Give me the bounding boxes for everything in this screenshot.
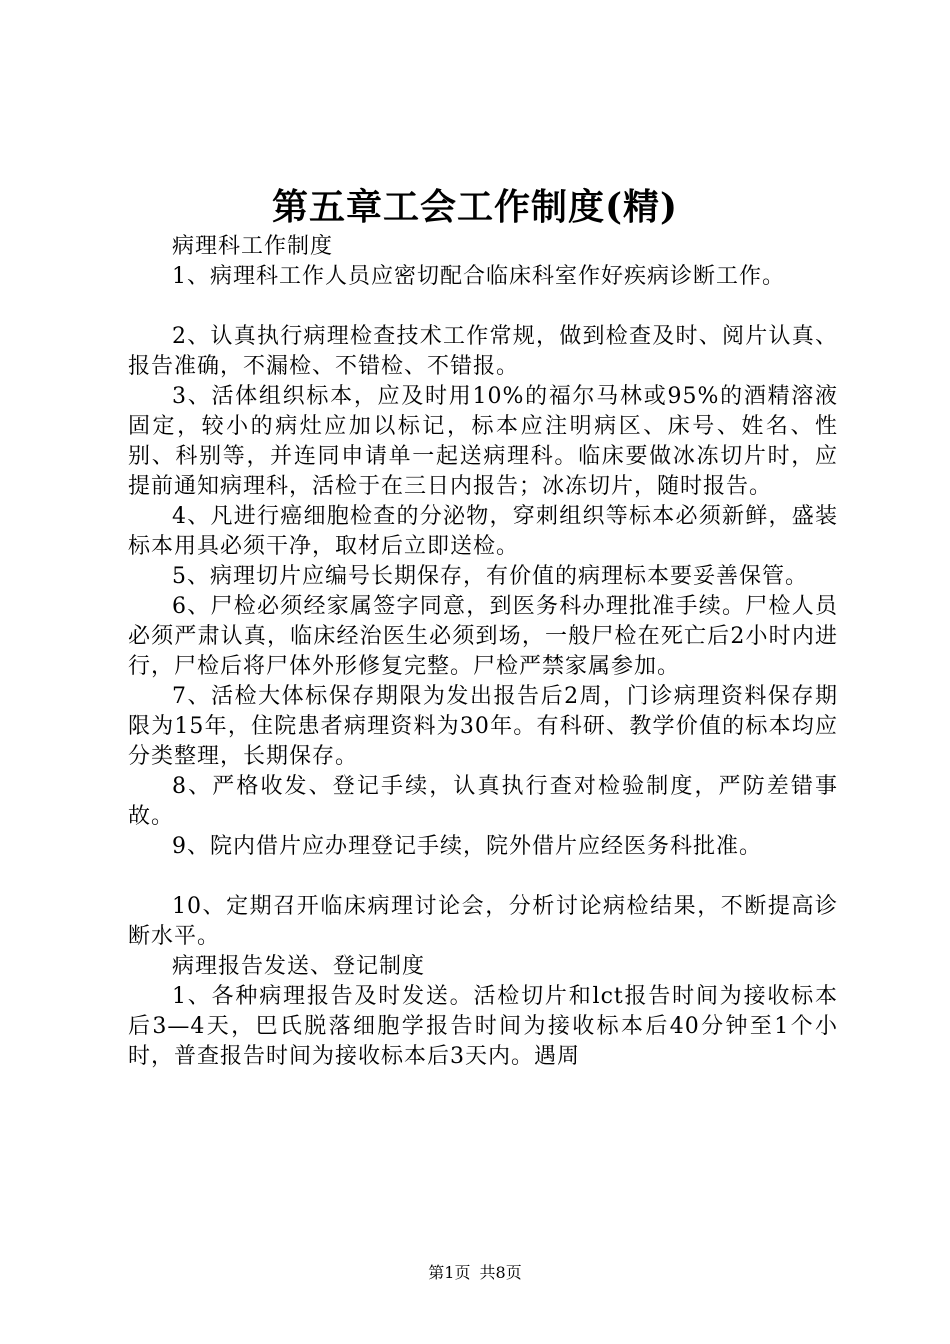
paragraph-item-1: 1、病理科工作人员应密切配合临床科室作好疾病诊断工作。 — [172, 264, 785, 289]
page-number: 第1页 — [428, 1263, 471, 1282]
paragraph-item-5: 5、病理切片应编号长期保存，有价值的病理标本要妥善保管。 — [172, 564, 808, 589]
paragraph-item-9: 9、院内借片应办理登记手续，院外借片应经医务科批准。 — [172, 834, 762, 859]
paragraph-item-8: 8、严格收发、登记手续，认真执行查对检验制度，严防差错事故。 — [128, 774, 838, 829]
paragraph-item-4: 4、凡进行癌细胞检查的分泌物，穿刺组织等标本必须新鲜，盛装标本用具必须干净，取材后立即送检。 — [128, 504, 838, 559]
section-heading-pathology-rules: 病理科工作制度 — [172, 234, 334, 259]
page-footer — [0, 1262, 950, 1284]
paragraph-item-10: 10、定期召开临床病理讨论会，分析讨论病检结果，不断提高诊断水平。 — [128, 894, 838, 949]
section-heading-report-rules: 病理报告发送、登记制度 — [172, 954, 426, 979]
paragraph-item-3: 3、活体组织标本，应及时用10%的福尔马林或95%的酒精溶液固定，较小的病灶应加以标记，标本应注明病区、床号、姓名、性别、科别等，并连同申请单一起送病理科。临床要做冰冻切片时，应提前通知病理科，活检于在三日内报告；冰冻切片，随时报告。 — [128, 384, 838, 499]
document-title: 第五章工会工作制度(精) — [271, 186, 679, 228]
paragraph-item-7: 7、活检大体标保存期限为发出报告后2周，门诊病理资料保存期限为15年，住院患者病理资料为30年。有科研、教学价值的标本均应分类整理，长期保存。 — [128, 684, 838, 769]
paragraph-item-6: 6、尸检必须经家属签字同意，到医务科办理批准手续。尸检人员必须严肃认真，临床经治医生必须到场，一般尸检在死亡后2小时内进行，尸检后将尸体外形修复完整。尸检严禁家属参加。 — [128, 594, 838, 679]
paragraph-report-item-1: 1、各种病理报告及时发送。活检切片和lct报告时间为接收标本后3—4天，巴氏脱落细胞学报告时间为接收标本后40分钟至1个小时，普查报告时间为接收标本后3天内。遇周 — [128, 984, 838, 1069]
page-total: 共8页 — [479, 1263, 522, 1282]
paragraph-item-2: 2、认真执行病理检查技术工作常规，做到检查及时、阅片认真、报告准确，不漏检、不错检、不错报。 — [128, 324, 838, 379]
document-body — [128, 232, 838, 1072]
